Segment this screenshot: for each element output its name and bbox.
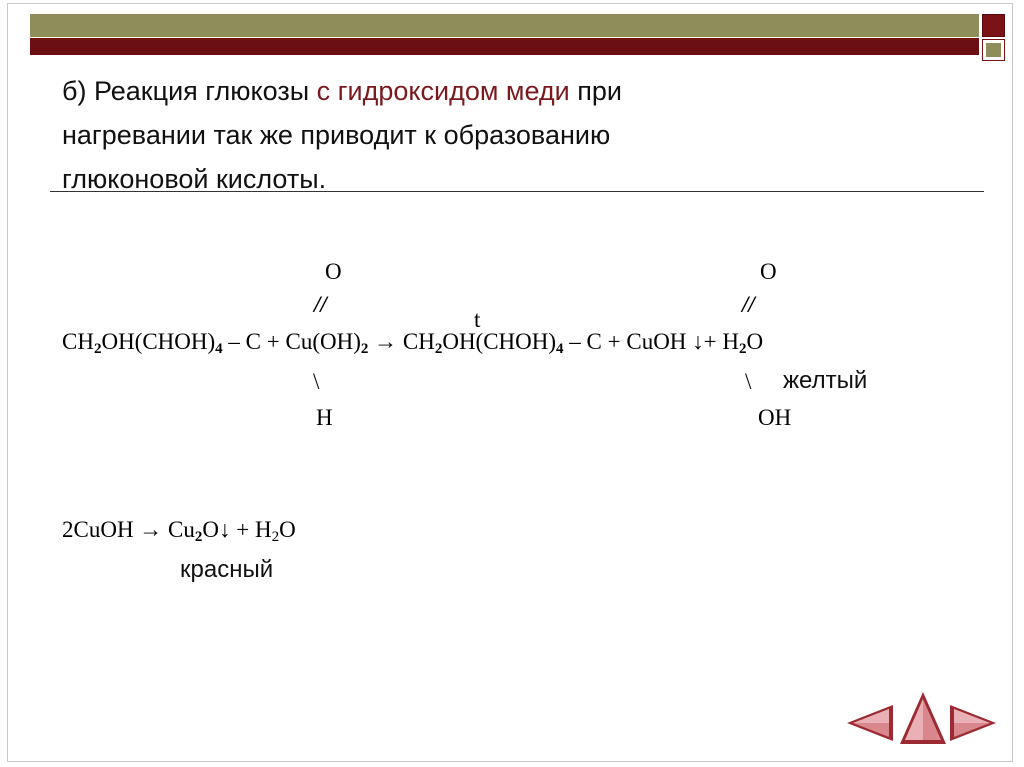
double-bond-left: //: [314, 292, 327, 317]
eq1-part-d: → CH: [368, 329, 435, 354]
eq1-part-g: O: [746, 329, 764, 354]
eq1-part-b: OH(CHOH): [101, 329, 216, 354]
eq2-sub-a: 2: [194, 529, 203, 545]
hydroxyl-right: OH: [758, 405, 792, 430]
slide-heading: [62, 69, 962, 201]
triangle-right-icon: [948, 697, 1000, 749]
heading-text-1: б) Реакция глюкозы: [62, 76, 317, 106]
eq1-sub-e: 4: [556, 341, 564, 357]
heading-line-1: [62, 69, 962, 113]
eq2-part-a: 2CuOH → Cu: [62, 517, 195, 542]
heading-accent: с гидроксидом меди: [316, 76, 570, 106]
temperature-label: t: [474, 307, 481, 332]
hydrogen-left: H: [316, 405, 333, 430]
yellow-label: желтый: [783, 367, 868, 394]
triangle-left-icon: [843, 697, 895, 749]
eq2-part-b: O↓ + H: [202, 517, 272, 542]
next-slide-button[interactable]: [948, 697, 1000, 749]
up-slide-button[interactable]: [898, 690, 948, 746]
red-label: красный: [180, 556, 274, 583]
eq2-sub-b: 2: [271, 529, 280, 545]
single-bond-left: \: [313, 369, 320, 394]
eq1-sub-d: 2: [434, 341, 443, 357]
eq1-sub-f: 2: [739, 341, 747, 357]
header-band-olive: [30, 14, 979, 37]
eq1-sub-b: 4: [215, 341, 223, 357]
corner-square-light: [982, 39, 1005, 61]
eq1-sub-a: 2: [93, 341, 102, 357]
single-bond-right: \: [745, 369, 752, 394]
eq2-part-c: O: [279, 517, 296, 542]
double-bond-right: //: [742, 292, 755, 317]
eq1-part-a: CH: [62, 329, 94, 354]
eq1-sub-c: 2: [360, 341, 369, 357]
eq1-part-e: OH(CHOH): [442, 329, 557, 354]
prev-slide-button[interactable]: [843, 697, 895, 749]
heading-text-1b: при: [569, 76, 622, 106]
reaction-1-equation: [62, 329, 764, 357]
heading-underline: [50, 191, 984, 192]
oxygen-right: O: [760, 259, 777, 284]
heading-line-3: глюконовой кислоты.: [62, 164, 327, 194]
header-band-red: [30, 38, 979, 55]
triangle-up-icon: [898, 690, 948, 746]
corner-square-dark: [982, 14, 1005, 37]
eq1-part-f: – C + CuOH ↓+ H: [563, 329, 740, 354]
oxygen-left: O: [325, 259, 342, 284]
eq1-part-c: – C + Cu(OH): [222, 329, 361, 354]
reaction-2-equation: [62, 517, 296, 545]
heading-line-2: нагревании так же приводит к образованию: [62, 120, 611, 150]
